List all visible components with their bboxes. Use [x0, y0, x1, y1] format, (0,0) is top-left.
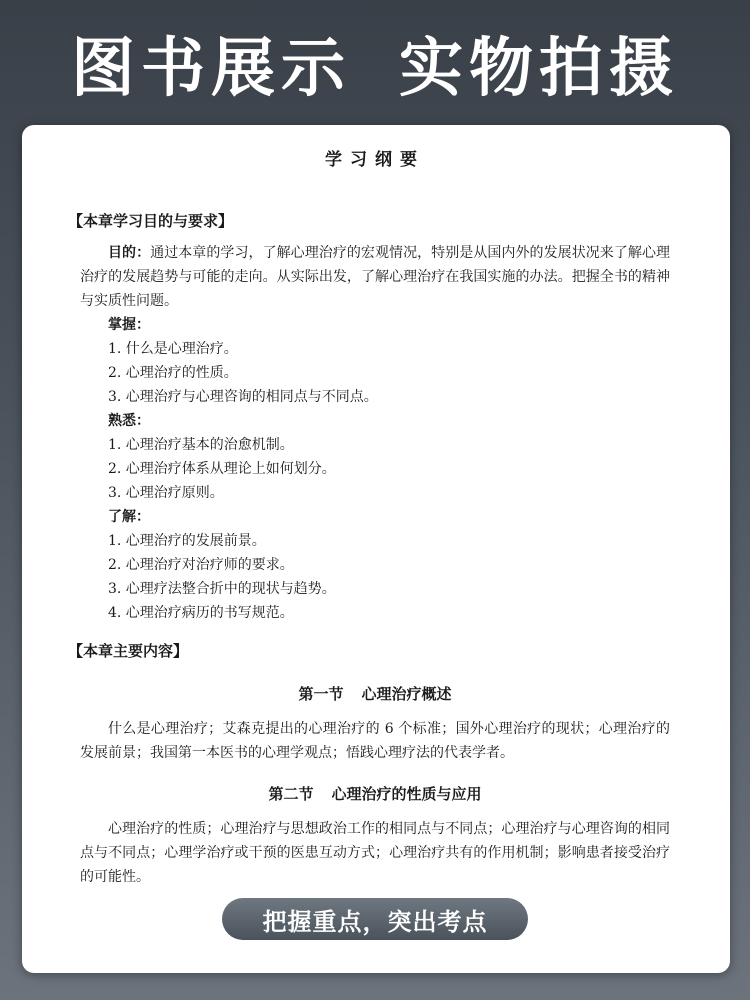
master-item: 1. 什么是心理治疗。 [108, 341, 238, 357]
familiar-item: 1. 心理治疗基本的治愈机制。 [108, 437, 294, 453]
section2-number: 第二节 [268, 785, 314, 803]
master-item: 2. 心理治疗的性质。 [108, 365, 238, 381]
section2-heading [80, 779, 670, 809]
content-heading: 【本章主要内容】 [68, 642, 189, 660]
banner-title [0, 0, 750, 125]
know-item: 4. 心理治疗病历的书写规范。 [108, 605, 294, 621]
highlight-pill: 把握重点，突出考点 [222, 898, 528, 940]
goals-heading: 【本章学习目的与要求】 [68, 212, 234, 230]
section1-title: 心理治疗概述 [361, 685, 452, 703]
master-label: 掌握： [108, 317, 150, 333]
banner-left-text: 图书展示 [71, 31, 351, 106]
familiar-item: 3. 心理治疗原则。 [108, 485, 224, 501]
section1-text: 什么是心理治疗；艾森克提出的心理治疗的 6 个标准；国外心理治疗的现状；心理治疗的发展前景；我国第一本医书的心理学观点；悟践心理疗法的代表学者。 [80, 721, 670, 761]
purpose-paragraph [80, 241, 670, 313]
banner-right-text: 实物拍摄 [399, 31, 679, 106]
book-page-card [22, 125, 730, 973]
know-label: 了解： [108, 509, 150, 525]
familiar-item: 2. 心理治疗体系从理论上如何划分。 [108, 461, 336, 477]
section1-heading [80, 679, 670, 709]
familiar-label: 熟悉： [108, 413, 150, 429]
know-item: 1. 心理治疗的发展前景。 [108, 533, 266, 549]
section2-title: 心理治疗的性质与应用 [331, 785, 482, 803]
page-title: 学习纲要 [325, 150, 425, 170]
purpose-label: 目的： [108, 245, 151, 261]
know-item: 3. 心理疗法整合折中的现状与趋势。 [108, 581, 336, 597]
master-item: 3. 心理治疗与心理咨询的相同点与不同点。 [108, 389, 378, 405]
purpose-text: 通过本章的学习，了解心理治疗的宏观情况，特别是从国内外的发展状况来了解心理治疗的发展趋势与可能的走向。从实际出发，了解心理治疗在我国实施的办法。把握全书的精神与实质性问题。 [80, 245, 671, 309]
section1-number: 第一节 [298, 685, 344, 703]
know-item: 2. 心理治疗对治疗师的要求。 [108, 557, 294, 573]
section2-text: 心理治疗的性质；心理治疗与思想政治工作的相同点与不同点；心理治疗与心理咨询的相同点与不同点；心理学治疗或干预的医患互动方式；心理治疗共有的作用机制；影响患者接受治疗的可能性。 [80, 821, 670, 885]
book-page [68, 145, 671, 889]
